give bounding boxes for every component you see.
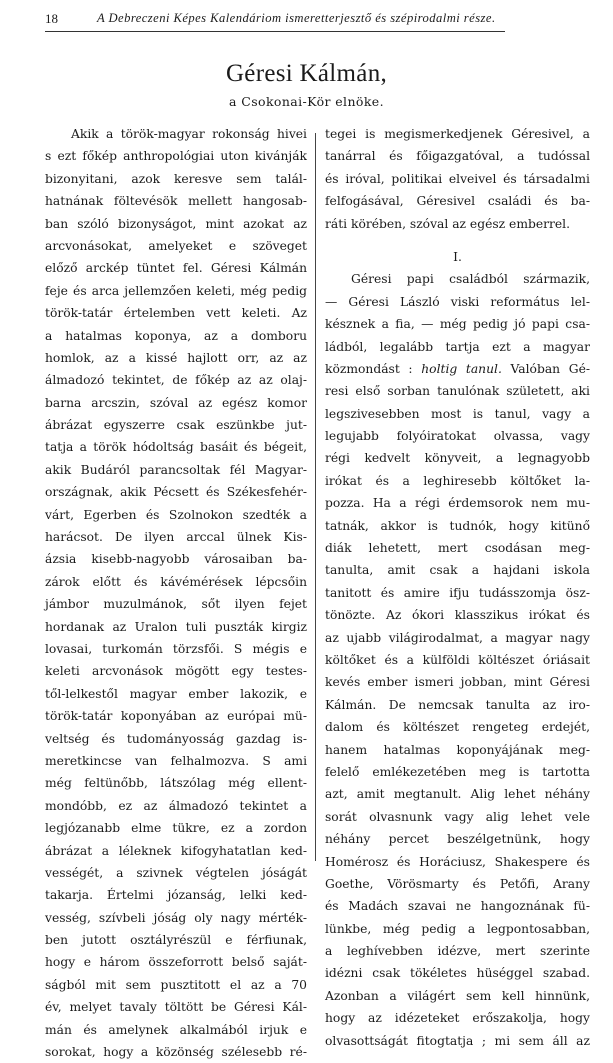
text-line: idézni csak tökéletes hüséggel szabad.: [325, 966, 590, 981]
section-heading: I.: [453, 249, 462, 264]
text-line: tanárral és főigazgatóval, a tudóssal: [325, 149, 590, 164]
text-line: tanulta, amit csak a hajdani iskola: [325, 563, 590, 578]
text-segment: Valóban Gé-: [501, 361, 590, 376]
text-line: homlok, az a kissé hajlott orr, az az: [45, 350, 307, 365]
text-line: hanem hatalmas koponyájának meg-: [325, 742, 590, 757]
text-line: legjózanabb elme tükre, ez a zordon: [45, 821, 307, 836]
left-column: [45, 123, 307, 1063]
text-line: országnak, akik Pécsett és Székesfehér-: [45, 485, 307, 500]
text-line: takarja. Értelmi józanság, lelki ked-: [45, 888, 307, 903]
header-rule: [45, 31, 505, 32]
text-segment: közmondást :: [325, 361, 422, 376]
text-line: bizonyitani, azok keresve sem talál-: [45, 171, 307, 186]
text-line: előző arckép tüntet fel. Géresi Kálmán: [45, 261, 307, 276]
text-line: tanitott és amire ifju tudásszomja ösz-: [325, 585, 590, 600]
article-title: Géresi Kálmán,: [225, 60, 388, 87]
text-line: Goethe, Vörösmarty és Petőfi, Arany: [325, 876, 590, 891]
right-column: [325, 123, 590, 1052]
text-line: lünkbe, még pedig a legpontosabban,: [325, 921, 590, 936]
text-line: ságból mit sem pusztitott el az a 70: [45, 977, 307, 992]
running-title: A Debreczeni Képes Kalendáriom ismeretterjesztő és szépirodalmi része.: [97, 11, 496, 25]
text-line: török-tatár koponyában az európai mü-: [45, 709, 307, 724]
text-line: vességét, a szivnek végtelen jóságát: [45, 865, 307, 880]
spacer: [325, 235, 590, 246]
text-line: régi kedvelt könyveit, a legnagyobb: [325, 451, 590, 466]
text-line: resi első sorban tanulónak született, aki: [325, 384, 590, 399]
text-line: akik Budáról parancsoltak fél Magyar-: [45, 462, 307, 477]
text-line: ban szóló bizonyságot, mint azokat az: [45, 216, 307, 231]
text-line: ráti körében, szóval az egész emberrel.: [325, 216, 571, 231]
text-line: mán és amelynek alkalmából irjuk e: [45, 1022, 307, 1037]
text-line: vesség, szívbeli jóság oly nagy mérték-: [45, 910, 307, 925]
text-line: legujabb folyóiratokat olvassa, vagy: [325, 429, 590, 444]
text-line: ábrázat egyszerre csak eszünkbe jut-: [45, 418, 307, 433]
text-line: hogy az idézeteket erőszakolja, hogy: [325, 1011, 590, 1026]
text-line: diák lehetett, mert csodásan meg-: [325, 541, 590, 556]
text-line: kevés ember ismeri jobban, mint Géresi: [325, 675, 590, 690]
text-line: harácsot. De ilyen arccal ülnek Kis-: [45, 530, 307, 545]
text-line: tatnák, akkor is tudnók, hogy kitünő: [325, 518, 590, 533]
text-line: még feltünőbb, látszólag még ellent-: [45, 776, 307, 791]
text-line: és iróval, politikai elveivel és társadalmi: [325, 171, 590, 186]
column-rule: [315, 133, 316, 861]
text-line: hordanak az Uralon tuli puszták kirgiz: [45, 619, 307, 634]
running-head: [45, 10, 505, 30]
text-line: ázsia kisebb-nagyobb városaiban ba-: [45, 552, 307, 567]
text-line: dalom és költészet rengeteg erdejét,: [325, 720, 590, 735]
text-line: meretkincse van felhalmozva. S ami: [45, 753, 307, 768]
text-line: költőket és a külföldi költészet óriásait: [325, 652, 590, 667]
text-line: tegei is megismerkedjenek Géresivel, a: [325, 127, 590, 141]
text-line: és Madách szavai ne hangoznának fü-: [325, 899, 590, 914]
text-line: mondóbb, ez az álmadozó tekintet a: [45, 798, 307, 813]
text-line: néhány percet beszélgetnünk, hogy: [325, 832, 590, 847]
text-line: tönözte. Az ókori klasszikus irókat és: [325, 608, 590, 623]
text-line: felelő emlékezetében meg is tartotta: [325, 764, 590, 779]
text-line: sorokat, hogy a közönség szélesebb ré-: [45, 1045, 307, 1060]
text-line: barna arcszin, szóval az egész komor: [45, 395, 307, 410]
text-line: lovasai, turkomán törzsfői. S mégis e: [45, 641, 307, 656]
text-line: várt, Egerben és Szolnokon szedték a: [45, 507, 307, 522]
text-line: ládból, legalább tartja ezt a magyar: [325, 339, 590, 354]
text-line: hogy e három összeforrott belső saját-: [45, 955, 307, 970]
text-line: tatja a török hódoltság basáit és bégeit,: [45, 440, 307, 455]
text-line: feje és arca jellemzően keleti, még pedig: [45, 283, 307, 298]
text-line: irókat és a leghiresebb költőket la-: [325, 473, 590, 488]
text-line: felfogásával, Géresivel családi és ba-: [325, 194, 590, 209]
text-line: zárok előtt és kávémérések lépcsőin: [45, 574, 307, 589]
text-line: olvasottságát fitogtatja ; mi sem áll az: [325, 1033, 590, 1048]
text-line: Géresi papi családból származik,: [351, 272, 590, 287]
text-line: Homérosz és Horáciusz, Shakespere és: [325, 854, 590, 869]
text-line: az ujabb világirodalmat, a magyar nagy: [325, 630, 590, 645]
page-number: 18: [45, 11, 58, 26]
text-line: sorát olvasnunk vagy alig lehet vele: [325, 809, 590, 824]
text-line: től-lelkestől magyar ember lakozik, e: [45, 686, 307, 701]
text-line: legszivesebben most is tanul, vagy a: [325, 406, 590, 421]
text-line: keleti arcvonások mögött egy testes-: [45, 664, 307, 679]
text-line: arcvonásokat, amelyeket e szöveget: [45, 238, 307, 253]
text-line: Kálmán. De nemcsak tanulta az iro-: [325, 697, 590, 712]
proverb-text: holtig tanul.: [421, 361, 502, 376]
text-line: ben jutott osztályrészül e férfiunak,: [45, 933, 307, 948]
text-line: jámbor muzulmánok, sőt ilyen fejet: [45, 597, 307, 612]
text-line: pozza. Ha a régi érdemsorok nem mu-: [325, 496, 590, 511]
text-line: — Géresi László viski református lel-: [325, 294, 590, 309]
text-line: késznek a fia, — még pedig jó papi csa-: [325, 317, 590, 332]
text-line: álmadozó tekintet, de főkép az az olaj-: [45, 373, 307, 388]
text-line: azt, amit megtanult. Alig lehet néhány: [325, 787, 590, 802]
text-line: hatnának föltevésök mellett hangosab-: [45, 194, 307, 209]
text-line: év, melyet tavaly töltött be Géresi Kál-: [45, 1000, 307, 1015]
text-line: török-tatár értelemben vett keleti. Az: [45, 306, 307, 321]
text-line: Akik a török-magyar rokonság hivei: [71, 127, 307, 141]
text-line: a leghívebben idézve, mert szerinte: [325, 944, 590, 959]
text-line: a hatalmas koponya, az a domboru: [45, 328, 307, 343]
article-subtitle: a Csokonai-Kör elnöke.: [229, 94, 384, 109]
text-line: s ezt főkép anthropológiai uton kivánják: [45, 149, 307, 164]
proverb-line: [325, 358, 590, 380]
text-line: ábrázat a léleknek kifogyhatatlan ked-: [45, 843, 307, 858]
text-line: veltség és tudományosság gazdag is-: [45, 731, 307, 746]
text-line: Azonban a világért sem kell hinnünk,: [325, 988, 590, 1003]
